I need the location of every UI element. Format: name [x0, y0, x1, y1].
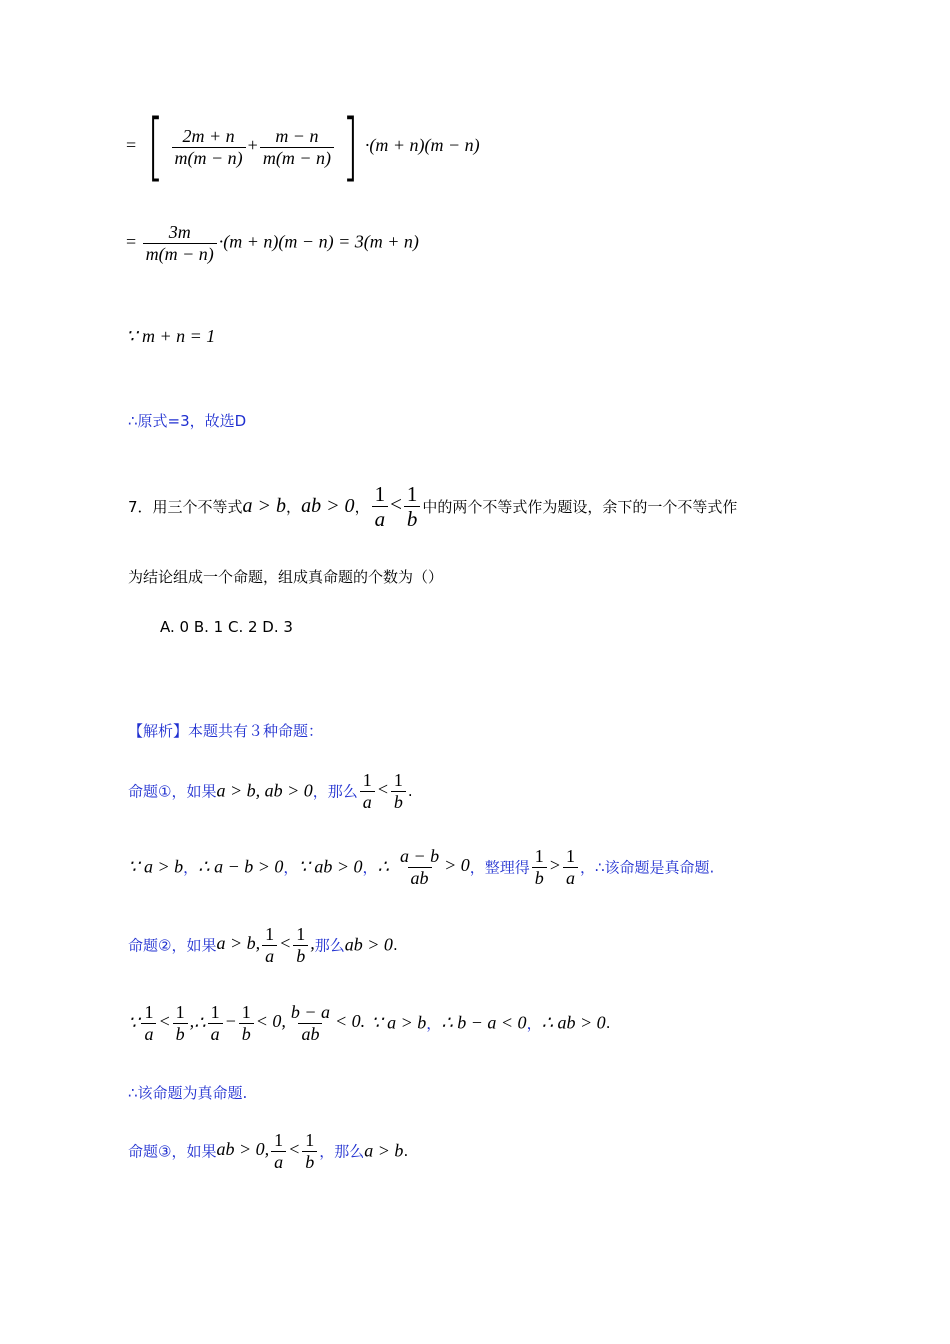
p3-conclusion: a > b — [364, 1140, 404, 1161]
fraction-2-denominator: m(m − n) — [260, 147, 334, 169]
reasoning-2: ∵ $\frac{1}{a}$ < $\frac{1}{b}$ ,∴ $\frac{1}{a}$ − $\frac{1}{b}$ < 0, $\frac{b - a}{ab}$ < 0. ∵ a > b，∴ b − a < 0，∴ ab > 0. — [128, 1002, 611, 1044]
p1-conclusion: $\frac{1}{a}$ < $\frac{1}{b}$ — [358, 779, 408, 799]
reasoning-1: ∵ a > b，∴ a − b > 0，∵ ab > 0，∴ $\frac{a - b}{ab}$ > 0，整理得 $\frac{1}{b}$ > $\frac{1}{a}$ ，∴该命题是真命题. — [128, 846, 715, 888]
r2-lead: ∵ — [128, 1012, 140, 1033]
r1-a-minus-b: ∴ a − b > 0 — [198, 856, 284, 877]
r1-result: $\frac{1}{b}$ > $\frac{1}{a}$ — [530, 855, 580, 875]
r1-mid: ，整理得 — [469, 858, 530, 877]
because-line: ∵ m + n = 1 — [126, 326, 216, 346]
r1-end: ，∴该命题是真命题. — [579, 858, 715, 877]
p1-then: ，那么 — [312, 782, 358, 801]
p2-label: 命题②，如果 — [128, 936, 217, 955]
p3-label: 命题③，如果 — [128, 1142, 217, 1161]
p3-then: ，那么 — [319, 1142, 365, 1161]
analysis-title: 【解析】本题共有３种命题： — [128, 722, 324, 740]
q7-ineq-3: $\frac{1}{a}$ < $\frac{1}{b}$ — [370, 492, 423, 516]
equation-step-1 — [126, 104, 480, 190]
q7-ineq-2: ab > 0 — [301, 495, 355, 518]
p1-label: 命题①，如果 — [128, 782, 217, 801]
r2-b-minus-a: ∴ b − a < 0 — [441, 1012, 527, 1033]
p3-end: . — [403, 1142, 409, 1161]
proposition-3 — [128, 1130, 408, 1172]
q7-sep-1: ， — [286, 498, 302, 517]
plus-sign: + — [247, 135, 258, 156]
fraction-1-denominator: m(m − n) — [172, 147, 246, 169]
fraction-2 — [260, 126, 334, 168]
r2-therefore-1: ∴ — [194, 1012, 206, 1033]
r1-because-a-gt-b: ∵ a > b — [128, 856, 184, 877]
fraction-3m-numerator: 3m — [168, 222, 191, 242]
proposition-2: 命题②，如果a > b, $\frac{1}{a}$ < $\frac{1}{b}$ ,那么ab > 0. — [128, 924, 398, 966]
step-1-tail: ·(m + n)(m − n) — [364, 135, 480, 156]
right-bracket: ] — [342, 104, 359, 190]
q7-tail: 中的两个不等式作为题设，余下的一个不等式作 — [422, 498, 738, 517]
conclusion-line: ∴原式=3，故选D — [128, 412, 247, 430]
step-2-tail: ·(m + n)(m − n) = 3(m + n) — [218, 231, 419, 252]
fraction-1 — [172, 126, 246, 168]
q7-lead: 7．用三个不等式 — [128, 498, 243, 517]
equation-step-2 — [126, 222, 419, 264]
question-7-line-1 — [128, 482, 737, 531]
r1-therefore: ∴ — [377, 856, 389, 877]
r2-ab-gt-0: ∴ ab > 0 — [541, 1012, 606, 1033]
r2-because-a-gt-b: ∵ a > b — [371, 1012, 427, 1033]
proposition-2-true: ∴该命题为真命题. — [128, 1084, 248, 1102]
fraction-3m-denominator: m(m − n) — [143, 243, 217, 265]
r1-fraction: $\frac{a - b}{ab}$ > 0 — [399, 846, 470, 888]
q7-sep-2: ， — [354, 498, 370, 517]
q7-ineq-1: a > b — [242, 495, 287, 518]
p1-end: . — [407, 782, 413, 801]
p2-condition: a > b, $\frac{1}{a}$ < $\frac{1}{b}$ , — [216, 924, 315, 966]
question-7-line-2: 为结论组成一个命题，组成真命题的个数为（） — [128, 568, 444, 586]
p2-conclusion: ab > 0 — [344, 934, 393, 955]
r2-ineq: $\frac{1}{a}$ < $\frac{1}{b}$ , — [139, 1011, 194, 1031]
r2-difference: $\frac{1}{a}$ − $\frac{1}{b}$ < 0, $\frac{b - a}{ab}$ < 0. — [206, 1011, 366, 1031]
question-7-options: A. 0 B. 1 C. 2 D. 3 — [160, 618, 293, 636]
r1-because-ab: ∵ ab > 0 — [298, 856, 363, 877]
p1-condition: a > b, ab > 0 — [216, 780, 313, 801]
fraction-3m — [143, 222, 217, 264]
proposition-1 — [128, 770, 413, 812]
fraction-2-numerator: m − n — [275, 125, 319, 146]
p2-then: 那么 — [314, 936, 345, 955]
equals-sign: = — [126, 231, 137, 252]
equals-sign: = — [126, 135, 137, 156]
left-bracket: [ — [147, 104, 164, 190]
p3-condition: ab > 0, $\frac{1}{a}$ < $\frac{1}{b}$ — [216, 1139, 319, 1159]
fraction-1-numerator: 2m + n — [182, 125, 235, 146]
